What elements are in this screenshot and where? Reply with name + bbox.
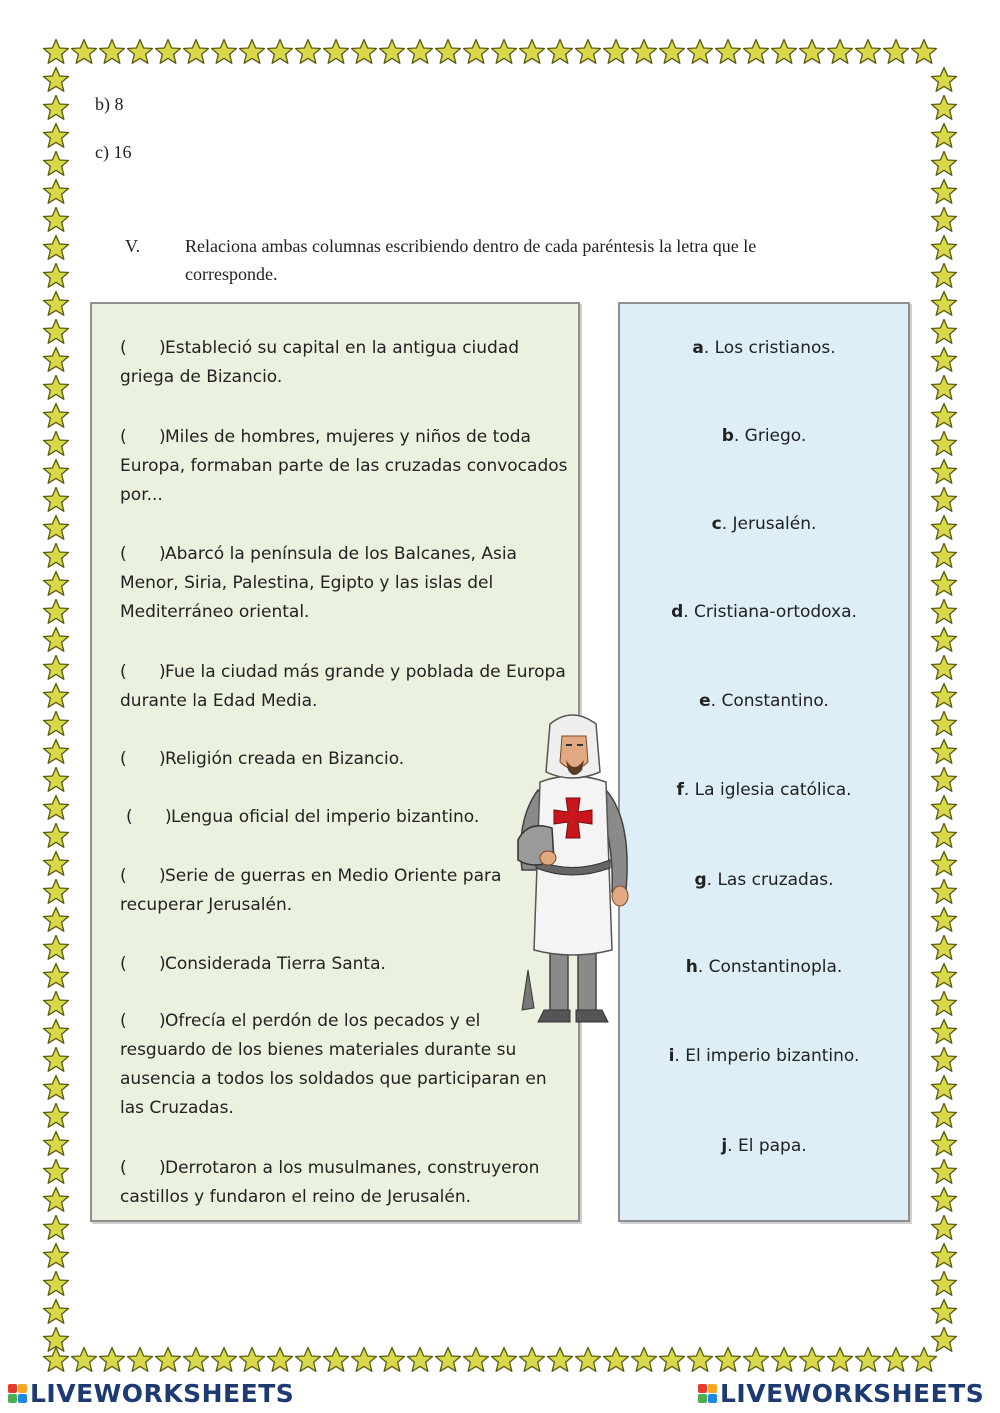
star-icon	[930, 374, 958, 402]
star-icon	[42, 850, 70, 878]
star-icon	[574, 38, 602, 66]
star-icon	[378, 1346, 406, 1374]
star-icon	[42, 150, 70, 178]
answer-letter: e	[699, 691, 711, 711]
star-icon	[930, 1326, 958, 1354]
star-icon	[930, 542, 958, 570]
star-icon	[630, 1346, 658, 1374]
question-text: Estableció su capital en la antigua ciudad griega de Bizancio.	[120, 338, 520, 387]
answers-panel	[618, 302, 910, 1222]
answer-blank[interactable]: ( )	[120, 662, 166, 682]
star-icon	[742, 1346, 770, 1374]
answer-option	[620, 602, 908, 622]
answer-text: . Constantinopla.	[697, 957, 843, 977]
star-icon	[42, 1074, 70, 1102]
star-icon	[930, 206, 958, 234]
answer-blank[interactable]: ( )	[120, 866, 166, 886]
answer-blank[interactable]: ( )	[120, 1011, 166, 1031]
star-icon	[630, 38, 658, 66]
star-icon	[42, 318, 70, 346]
star-icon	[434, 38, 462, 66]
star-icon	[930, 878, 958, 906]
star-icon	[826, 1346, 854, 1374]
answer-option	[620, 870, 908, 890]
question-item	[120, 334, 570, 392]
answer-blank[interactable]: ( )	[120, 427, 166, 447]
star-icon	[42, 654, 70, 682]
star-icon	[42, 234, 70, 262]
star-icon	[930, 1046, 958, 1074]
star-icon	[42, 682, 70, 710]
star-icon	[930, 710, 958, 738]
star-icon	[378, 38, 406, 66]
star-icon	[42, 1102, 70, 1130]
star-icon	[930, 234, 958, 262]
star-icon	[42, 1242, 70, 1270]
star-icon	[406, 1346, 434, 1374]
star-icon	[154, 1346, 182, 1374]
answer-option	[620, 957, 908, 977]
star-icon	[42, 626, 70, 654]
star-icon	[910, 38, 938, 66]
star-icon	[350, 1346, 378, 1374]
instruction-text: Relaciona ambas columnas escribiendo dentro de cada paréntesis la letra que le corresponde.	[185, 236, 757, 284]
star-icon	[930, 990, 958, 1018]
brand-text: LIVEWORKSHEETS	[720, 1378, 985, 1408]
star-icon	[930, 290, 958, 318]
answer-text: . El imperio bizantino.	[674, 1046, 860, 1066]
answer-letter: c	[711, 514, 722, 534]
star-icon	[930, 682, 958, 710]
brand-text: LIVEWORKSHEETS	[30, 1378, 295, 1408]
option-c: c) 16	[95, 142, 132, 162]
answer-blank[interactable]: ( )	[120, 544, 166, 564]
answer-text: . Cristiana-ortodoxa.	[683, 602, 857, 622]
question-item	[120, 423, 570, 510]
star-icon	[930, 150, 958, 178]
star-icon	[42, 598, 70, 626]
question-text: Fue la ciudad más grande y poblada de Europa durante la Edad Media.	[120, 662, 566, 711]
liveworksheets-brand-right	[698, 1378, 984, 1408]
star-icon	[42, 542, 70, 570]
answer-text: . Griego.	[733, 426, 807, 446]
star-icon	[930, 794, 958, 822]
star-icon	[882, 38, 910, 66]
question-item	[120, 862, 570, 920]
star-icon	[42, 822, 70, 850]
star-icon	[406, 38, 434, 66]
answer-blank[interactable]: ( )	[120, 1158, 166, 1178]
star-icon	[930, 318, 958, 346]
star-icon	[518, 1346, 546, 1374]
star-icon	[42, 1130, 70, 1158]
question-text: Derrotaron a los musulmanes, construyeron castillos y fundaron el reino de Jerusalén.	[120, 1158, 540, 1207]
question-text: Considerada Tierra Santa.	[165, 954, 386, 974]
star-icon	[322, 38, 350, 66]
answer-option	[620, 1136, 908, 1156]
liveworksheets-logo-icon	[698, 1384, 717, 1403]
star-icon	[930, 850, 958, 878]
star-icon	[210, 38, 238, 66]
star-icon	[294, 1346, 322, 1374]
star-icon	[42, 486, 70, 514]
answer-option	[620, 514, 908, 534]
star-icon	[42, 458, 70, 486]
star-icon	[930, 94, 958, 122]
star-icon	[854, 38, 882, 66]
star-icon	[42, 38, 70, 66]
star-icon	[930, 570, 958, 598]
star-icon	[930, 822, 958, 850]
star-border-bottom	[42, 1346, 938, 1374]
star-icon	[70, 1346, 98, 1374]
star-icon	[42, 514, 70, 542]
question-text: Serie de guerras en Medio Oriente para recuperar Jerusalén.	[120, 866, 502, 915]
answer-letter: f	[676, 780, 684, 800]
option-b: b) 8	[95, 94, 124, 114]
star-icon	[42, 906, 70, 934]
star-icon	[686, 1346, 714, 1374]
star-icon	[98, 1346, 126, 1374]
star-icon	[42, 766, 70, 794]
star-icon	[42, 346, 70, 374]
answer-text: . Jerusalén.	[721, 514, 817, 534]
answer-text: . Constantino.	[710, 691, 829, 711]
star-icon	[462, 1346, 490, 1374]
star-icon	[294, 38, 322, 66]
answer-blank[interactable]: ( )	[126, 807, 172, 827]
question-item	[120, 540, 570, 627]
star-icon	[126, 1346, 154, 1374]
star-icon	[882, 1346, 910, 1374]
question-text: Religión creada en Bizancio.	[165, 749, 405, 769]
answer-text: . Los cristianos.	[703, 338, 836, 358]
star-icon	[42, 570, 70, 598]
star-icon	[434, 1346, 462, 1374]
star-icon	[930, 122, 958, 150]
questions-panel	[90, 302, 580, 1222]
star-icon	[930, 962, 958, 990]
star-icon	[930, 934, 958, 962]
star-icon	[182, 1346, 210, 1374]
star-icon	[42, 1158, 70, 1186]
star-icon	[42, 66, 70, 94]
star-icon	[42, 934, 70, 962]
star-icon	[210, 1346, 238, 1374]
star-icon	[98, 38, 126, 66]
star-icon	[930, 402, 958, 430]
star-icon	[742, 38, 770, 66]
star-icon	[930, 66, 958, 94]
star-icon	[42, 1046, 70, 1074]
star-icon	[930, 598, 958, 626]
star-icon	[238, 1346, 266, 1374]
question-item	[120, 1154, 570, 1212]
star-icon	[546, 38, 574, 66]
star-icon	[930, 1018, 958, 1046]
answer-text: . El papa.	[727, 1136, 807, 1156]
star-icon	[930, 1186, 958, 1214]
star-icon	[42, 262, 70, 290]
star-icon	[42, 962, 70, 990]
star-icon	[42, 1298, 70, 1326]
star-icon	[42, 1214, 70, 1242]
star-icon	[42, 738, 70, 766]
star-icon	[42, 178, 70, 206]
question-text: Abarcó la península de los Balcanes, Asia Menor, Siria, Palestina, Egipto y las islas del Mediterráneo oriental.	[120, 544, 517, 622]
star-icon	[930, 1074, 958, 1102]
star-icon	[42, 402, 70, 430]
answer-blank[interactable]: ( )	[120, 749, 166, 769]
star-icon	[930, 906, 958, 934]
star-icon	[826, 38, 854, 66]
answer-letter: g	[694, 870, 707, 890]
question-text: Miles de hombres, mujeres y niños de toda Europa, formaban parte de las cruzadas convocados por...	[120, 427, 568, 505]
star-icon	[42, 1270, 70, 1298]
answer-option	[620, 691, 908, 711]
star-icon	[930, 486, 958, 514]
instruction-number: V.	[125, 236, 141, 256]
answer-option	[620, 338, 908, 358]
star-icon	[42, 122, 70, 150]
star-icon	[930, 458, 958, 486]
answer-letter: d	[671, 602, 684, 622]
star-icon	[42, 206, 70, 234]
star-icon	[42, 710, 70, 738]
star-icon	[154, 38, 182, 66]
star-icon	[42, 290, 70, 318]
star-border-right	[930, 66, 958, 1354]
answer-letter: i	[668, 1046, 675, 1066]
question-item	[120, 950, 570, 979]
answer-blank[interactable]: ( )	[120, 338, 166, 358]
crusader-knight-illustration	[508, 710, 638, 1030]
star-icon	[574, 1346, 602, 1374]
answer-letter: h	[685, 957, 698, 977]
star-icon	[930, 1214, 958, 1242]
star-icon	[490, 1346, 518, 1374]
star-icon	[462, 38, 490, 66]
star-border-top	[42, 38, 938, 66]
star-icon	[490, 38, 518, 66]
star-icon	[350, 38, 378, 66]
star-icon	[930, 654, 958, 682]
star-icon	[930, 1158, 958, 1186]
answer-option	[620, 426, 908, 446]
star-icon	[42, 878, 70, 906]
star-icon	[930, 766, 958, 794]
answer-blank[interactable]: ( )	[120, 954, 166, 974]
question-text: Ofrecía el perdón de los pecados y el resguardo de los bienes materiales durante su ausencia a todos los soldados que participaran en las Cruzadas.	[120, 1011, 547, 1118]
star-icon	[714, 38, 742, 66]
star-icon	[42, 94, 70, 122]
star-icon	[930, 514, 958, 542]
star-icon	[930, 1270, 958, 1298]
star-icon	[602, 38, 630, 66]
answer-letter: b	[721, 426, 734, 446]
star-icon	[658, 1346, 686, 1374]
question-text: Lengua oficial del imperio bizantino.	[171, 807, 480, 827]
star-icon	[266, 1346, 294, 1374]
star-icon	[686, 38, 714, 66]
star-icon	[182, 38, 210, 66]
star-icon	[602, 1346, 630, 1374]
star-icon	[798, 1346, 826, 1374]
star-icon	[930, 738, 958, 766]
star-icon	[930, 430, 958, 458]
answer-letter: a	[692, 338, 704, 358]
answer-text: . La iglesia católica.	[683, 780, 852, 800]
star-icon	[238, 38, 266, 66]
answer-option	[620, 1046, 908, 1066]
star-border-left	[42, 66, 70, 1354]
star-icon	[658, 38, 686, 66]
star-icon	[42, 1326, 70, 1354]
star-icon	[770, 38, 798, 66]
answer-option	[620, 780, 908, 800]
star-icon	[930, 1242, 958, 1270]
question-item	[120, 1007, 570, 1123]
question-item	[120, 658, 570, 716]
star-icon	[266, 38, 294, 66]
star-icon	[70, 38, 98, 66]
star-icon	[42, 990, 70, 1018]
star-icon	[770, 1346, 798, 1374]
star-icon	[930, 1130, 958, 1158]
star-icon	[518, 38, 546, 66]
star-icon	[714, 1346, 742, 1374]
star-icon	[42, 430, 70, 458]
star-icon	[930, 346, 958, 374]
star-icon	[930, 1102, 958, 1130]
star-icon	[930, 626, 958, 654]
liveworksheets-logo-icon	[8, 1384, 27, 1403]
star-icon	[42, 794, 70, 822]
star-icon	[42, 374, 70, 402]
star-icon	[322, 1346, 350, 1374]
star-icon	[42, 1018, 70, 1046]
star-icon	[930, 262, 958, 290]
answer-text: . Las cruzadas.	[706, 870, 834, 890]
star-icon	[126, 38, 154, 66]
star-icon	[930, 178, 958, 206]
star-icon	[930, 1298, 958, 1326]
liveworksheets-brand-left	[8, 1378, 294, 1408]
question-item	[120, 745, 570, 774]
answer-letter: j	[721, 1136, 728, 1156]
star-icon	[546, 1346, 574, 1374]
star-icon	[854, 1346, 882, 1374]
star-icon	[42, 1186, 70, 1214]
star-icon	[798, 38, 826, 66]
